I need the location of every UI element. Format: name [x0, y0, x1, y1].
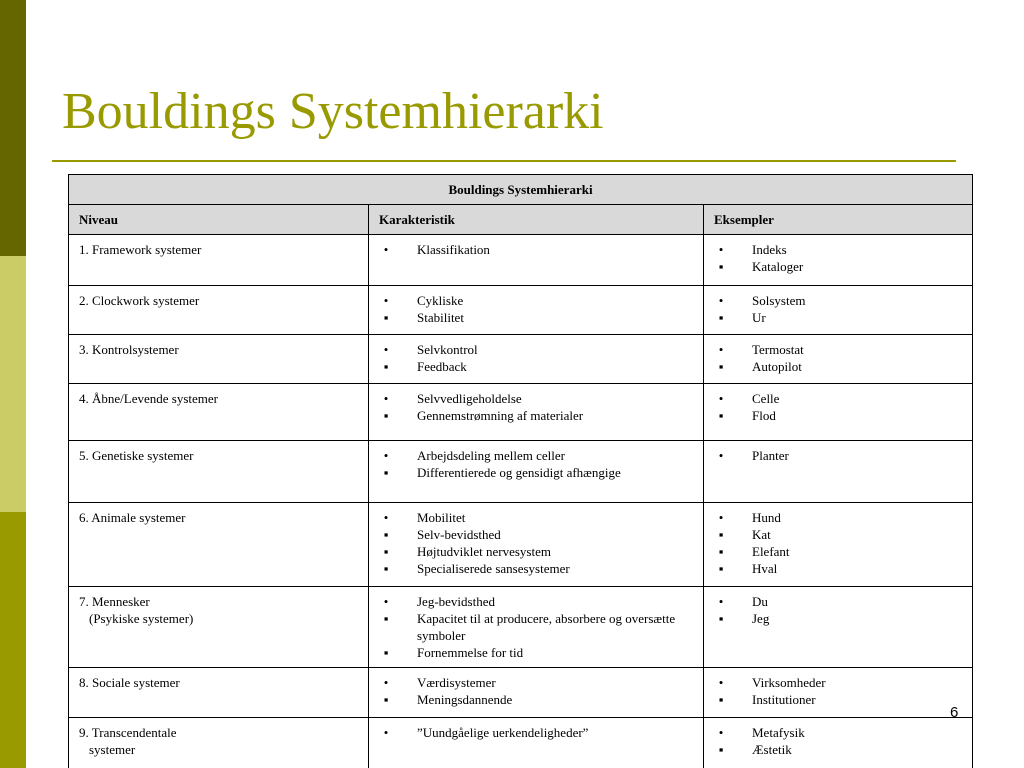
list-item	[379, 674, 693, 691]
level-cell	[69, 286, 369, 335]
list-item	[714, 543, 962, 560]
list-item	[379, 543, 693, 560]
square-bullet-icon: ▪	[718, 310, 724, 325]
examples-cell	[704, 235, 973, 286]
square-bullet-icon: ▪	[718, 611, 724, 626]
list-item-text: Autopilot	[752, 359, 802, 374]
list-item-text: Gennemstrømning af materialer	[417, 408, 584, 423]
round-bullet-icon: •	[718, 510, 724, 525]
table-row	[69, 587, 973, 668]
list-item-text: Højtudviklet nervesystem	[417, 544, 551, 559]
list-item-text: Meningsdannende	[417, 692, 513, 707]
characteristic-list	[379, 674, 693, 708]
list-item-text: Differentierede og gensidigt afhængige	[417, 465, 621, 480]
examples-list	[714, 292, 962, 326]
list-item	[379, 464, 693, 481]
square-bullet-icon: ▪	[718, 359, 724, 374]
list-item-text: Specialiserede sansesystemer	[417, 561, 570, 576]
list-item-text: Termostat	[752, 342, 804, 357]
list-item-text: Virksomheder	[752, 675, 826, 690]
characteristic-cell	[369, 235, 704, 286]
list-item	[379, 390, 693, 407]
list-item	[379, 407, 693, 424]
list-item-text: Selv-bevidsthed	[417, 527, 501, 542]
level-label: (Psykiske systemer)	[89, 611, 194, 626]
list-item-text: Selvvedligeholdelse	[417, 391, 522, 406]
list-item	[714, 258, 962, 275]
level-label: 9. Transcendentale	[79, 725, 177, 740]
list-item	[714, 292, 962, 309]
hierarchy-table	[68, 174, 973, 768]
list-item-text: Mobilitet	[417, 510, 466, 525]
examples-list	[714, 241, 962, 275]
examples-cell	[704, 335, 973, 384]
round-bullet-icon: •	[383, 342, 389, 357]
characteristic-cell	[369, 335, 704, 384]
list-item-text: Cykliske	[417, 293, 464, 308]
square-bullet-icon: ▪	[383, 561, 389, 576]
slide-number: 6	[950, 704, 959, 721]
characteristic-cell	[369, 441, 704, 503]
examples-cell	[704, 384, 973, 441]
round-bullet-icon: •	[383, 448, 389, 463]
square-bullet-icon: ▪	[718, 742, 724, 757]
table-row	[69, 286, 973, 335]
list-item	[714, 509, 962, 526]
level-cell	[69, 668, 369, 718]
round-bullet-icon: •	[718, 675, 724, 690]
list-item	[379, 526, 693, 543]
square-bullet-icon: ▪	[718, 408, 724, 423]
list-item-text: Klassifikation	[417, 242, 490, 257]
square-bullet-icon: ▪	[718, 561, 724, 576]
list-item	[379, 724, 693, 741]
list-item-text: Elefant	[752, 544, 790, 559]
examples-list	[714, 593, 962, 627]
table-row	[69, 668, 973, 718]
list-item-text: Kataloger	[752, 259, 804, 274]
characteristic-cell	[369, 718, 704, 768]
list-item-text: Institutioner	[752, 692, 816, 707]
list-item-text: Jeg-bevidsthed	[417, 594, 495, 609]
square-bullet-icon: ▪	[383, 611, 389, 626]
characteristic-cell	[369, 286, 704, 335]
round-bullet-icon: •	[718, 293, 724, 308]
level-label: 5. Genetiske systemer	[79, 448, 194, 463]
list-item	[379, 560, 693, 577]
round-bullet-icon: •	[718, 448, 724, 463]
list-item	[714, 593, 962, 610]
list-item	[379, 691, 693, 708]
square-bullet-icon: ▪	[718, 692, 724, 707]
list-item-text: Hval	[752, 561, 778, 576]
round-bullet-icon: •	[718, 342, 724, 357]
square-bullet-icon: ▪	[383, 527, 389, 542]
table-row	[69, 335, 973, 384]
round-bullet-icon: •	[383, 242, 389, 257]
list-item-text: Værdisystemer	[417, 675, 496, 690]
examples-cell	[704, 441, 973, 503]
round-bullet-icon: •	[383, 675, 389, 690]
list-item-text: Indeks	[752, 242, 787, 257]
characteristic-list	[379, 509, 693, 577]
list-item	[379, 358, 693, 375]
round-bullet-icon: •	[718, 594, 724, 609]
examples-cell	[704, 587, 973, 668]
level-label: systemer	[89, 742, 136, 757]
level-cell	[69, 718, 369, 768]
characteristic-list	[379, 593, 693, 661]
list-item	[379, 309, 693, 326]
slide-title: Bouldings Systemhierarki	[62, 83, 604, 140]
level-label: 7. Mennesker	[79, 594, 150, 609]
list-item-text: Arbejdsdeling mellem celler	[417, 448, 566, 463]
square-bullet-icon: ▪	[718, 527, 724, 542]
table-row	[69, 235, 973, 286]
round-bullet-icon: •	[383, 725, 389, 740]
round-bullet-icon: •	[383, 391, 389, 406]
header-characteristic: Karakteristik	[369, 205, 704, 235]
list-item-text: Kat	[752, 527, 771, 542]
side-bar-light	[0, 256, 26, 512]
round-bullet-icon: •	[383, 594, 389, 609]
list-item	[714, 341, 962, 358]
side-bar-mid	[0, 512, 26, 768]
square-bullet-icon: ▪	[383, 645, 389, 660]
list-item	[379, 447, 693, 464]
list-item-text: Ur	[752, 310, 766, 325]
square-bullet-icon: ▪	[383, 359, 389, 374]
square-bullet-icon: ▪	[383, 408, 389, 423]
list-item-text: Jeg	[752, 611, 770, 626]
round-bullet-icon: •	[718, 242, 724, 257]
list-item	[379, 509, 693, 526]
table-row	[69, 503, 973, 587]
list-item	[714, 741, 962, 758]
square-bullet-icon: ▪	[383, 692, 389, 707]
header-examples: Eksempler	[704, 205, 973, 235]
characteristic-list	[379, 241, 693, 258]
list-item	[714, 309, 962, 326]
level-label: 6. Animale systemer	[79, 510, 186, 525]
level-label: 2. Clockwork systemer	[79, 293, 200, 308]
level-cell	[69, 335, 369, 384]
list-item	[714, 390, 962, 407]
list-item	[379, 292, 693, 309]
list-item	[379, 593, 693, 610]
list-item	[714, 724, 962, 741]
list-item-text: Planter	[752, 448, 789, 463]
level-cell	[69, 503, 369, 587]
table-row	[69, 384, 973, 441]
list-item	[714, 560, 962, 577]
list-item	[379, 644, 693, 661]
examples-cell	[704, 668, 973, 718]
characteristic-list	[379, 390, 693, 424]
examples-list	[714, 447, 962, 464]
list-item	[379, 341, 693, 358]
level-cell	[69, 441, 369, 503]
level-cell	[69, 587, 369, 668]
list-item	[714, 610, 962, 627]
examples-cell	[704, 286, 973, 335]
table-row	[69, 441, 973, 503]
square-bullet-icon: ▪	[718, 544, 724, 559]
characteristic-cell	[369, 503, 704, 587]
list-item	[714, 447, 962, 464]
level-cell	[69, 235, 369, 286]
list-item-text: Metafysik	[752, 725, 805, 740]
list-item-text: Flod	[752, 408, 776, 423]
level-label: 3. Kontrolsystemer	[79, 342, 179, 357]
list-item	[714, 358, 962, 375]
examples-cell	[704, 718, 973, 768]
characteristic-cell	[369, 668, 704, 718]
list-item	[714, 407, 962, 424]
characteristic-list	[379, 724, 693, 741]
examples-list	[714, 390, 962, 424]
title-divider	[52, 160, 956, 162]
list-item-text: Hund	[752, 510, 781, 525]
round-bullet-icon: •	[718, 725, 724, 740]
examples-list	[714, 509, 962, 577]
table-body	[69, 235, 973, 768]
level-cell	[69, 384, 369, 441]
list-item-text: Stabilitet	[417, 310, 464, 325]
examples-list	[714, 341, 962, 375]
side-bar-dark	[0, 0, 26, 256]
level-label: 1. Framework systemer	[79, 242, 202, 257]
table-row	[69, 718, 973, 768]
list-item	[379, 241, 693, 258]
round-bullet-icon: •	[383, 510, 389, 525]
level-label: 4. Åbne/Levende systemer	[79, 391, 218, 406]
list-item	[714, 674, 962, 691]
round-bullet-icon: •	[383, 293, 389, 308]
square-bullet-icon: ▪	[383, 544, 389, 559]
list-item	[379, 610, 693, 644]
examples-list	[714, 724, 962, 758]
characteristic-list	[379, 292, 693, 326]
list-item-text: Fornemmelse for tid	[417, 645, 524, 660]
list-item-text: Du	[752, 594, 768, 609]
list-item	[714, 691, 962, 708]
examples-list	[714, 674, 962, 708]
square-bullet-icon: ▪	[718, 259, 724, 274]
list-item-text: Selvkontrol	[417, 342, 478, 357]
list-item-text: Solsystem	[752, 293, 806, 308]
round-bullet-icon: •	[718, 391, 724, 406]
table-caption: Bouldings Systemhierarki	[69, 175, 973, 205]
characteristic-cell	[369, 587, 704, 668]
characteristic-list	[379, 447, 693, 481]
list-item-text: ”Uundgåelige uerkendeligheder”	[417, 725, 589, 740]
list-item-text: Celle	[752, 391, 780, 406]
examples-cell	[704, 503, 973, 587]
list-item-text: Kapacitet til at producere, absorbere og oversætte symboler	[417, 611, 676, 643]
list-item-text: Æstetik	[752, 742, 792, 757]
square-bullet-icon: ▪	[383, 465, 389, 480]
header-level: Niveau	[69, 205, 369, 235]
level-label: 8. Sociale systemer	[79, 675, 180, 690]
characteristic-cell	[369, 384, 704, 441]
square-bullet-icon: ▪	[383, 310, 389, 325]
list-item-text: Feedback	[417, 359, 467, 374]
characteristic-list	[379, 341, 693, 375]
list-item	[714, 526, 962, 543]
list-item	[714, 241, 962, 258]
